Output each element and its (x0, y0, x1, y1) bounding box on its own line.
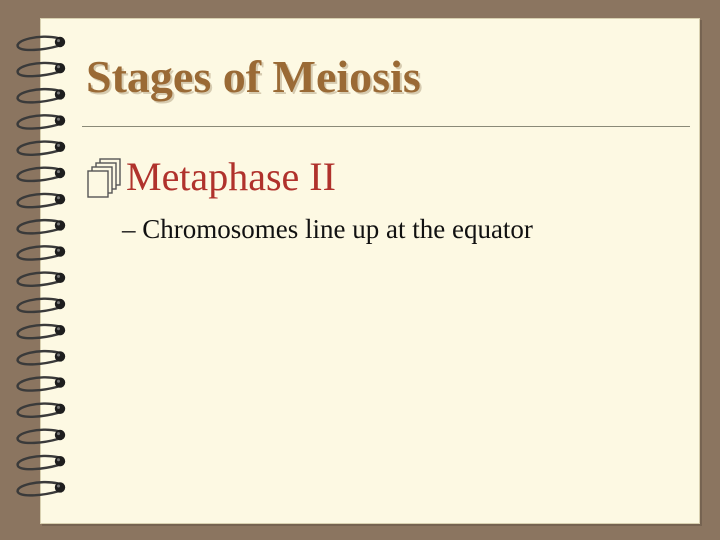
spiral-ring (18, 246, 66, 259)
spiral-ring (18, 351, 66, 364)
stacked-pages-icon (86, 156, 124, 198)
bullet-text: Metaphase II (126, 154, 336, 199)
spiral-ring (18, 482, 66, 495)
spiral-ring (18, 377, 66, 390)
title-divider (82, 126, 690, 127)
spiral-ring (18, 325, 66, 338)
bullet-item (86, 156, 336, 198)
slide-title: Stages of Meiosis (86, 51, 421, 102)
spiral-ring (18, 430, 66, 443)
spiral-ring (18, 299, 66, 312)
spiral-ring (18, 220, 66, 233)
spiral-ring (18, 63, 66, 76)
spiral-ring (18, 456, 66, 469)
spiral-ring (18, 37, 66, 50)
spiral-ring (18, 273, 66, 286)
sub-bullet-item (122, 214, 533, 245)
spiral-binding (0, 0, 80, 540)
spiral-ring (18, 115, 66, 128)
sub-bullet-text: Chromosomes line up at the equator (142, 214, 533, 244)
spiral-ring (18, 194, 66, 207)
spiral-ring (18, 142, 66, 155)
spiral-ring (18, 89, 66, 102)
sub-bullet-dash: – (122, 214, 136, 244)
spiral-ring (18, 404, 66, 417)
spiral-ring (18, 168, 66, 181)
